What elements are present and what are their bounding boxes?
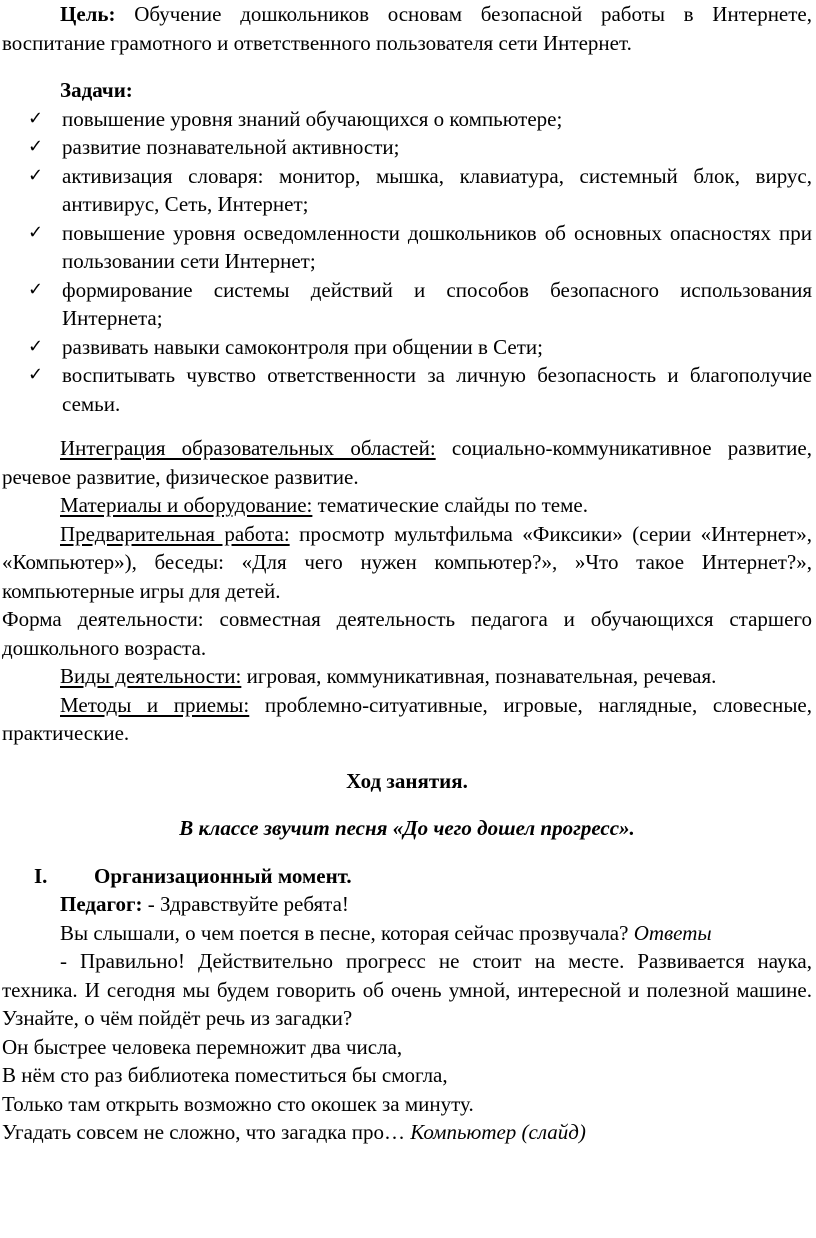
list-item <box>2 162 812 219</box>
checkmark-icon: ✓ <box>28 364 44 385</box>
methods-label: Методы и приемы: <box>60 692 250 717</box>
answers-note: Ответы <box>633 920 712 945</box>
song-line: В классе звучит песня «До чего дошел прогресс». <box>179 816 635 840</box>
activities-paragraph <box>2 662 812 691</box>
section-title: Организационный момент. <box>94 863 352 888</box>
goal-text: Обучение дошкольников основам безопасной работы в Интернете, воспитание грамотного и ответственного пользователя сети Интернет. <box>2 2 812 55</box>
methods-paragraph <box>2 691 812 748</box>
checkmark-icon: ✓ <box>28 164 44 186</box>
integration-text: социально-коммуникативное развитие, речевое развитие, физическое развитие. <box>2 436 812 489</box>
question-text: Вы слышали, о чем поется в песне, которая сейчас прозвучала? <box>60 920 634 945</box>
teacher-label: Педагог: <box>60 892 143 916</box>
greeting-paragraph <box>2 890 812 919</box>
riddle-line: Только там открыть возможно сто окошек за минуту. <box>2 1091 474 1116</box>
checkmark-icon: ✓ <box>28 278 44 300</box>
section-heading <box>2 862 812 891</box>
materials-label: Материалы и оборудование: <box>60 493 313 517</box>
list-item <box>2 276 812 333</box>
list-item <box>2 333 812 362</box>
goal-label: Цель: <box>60 2 116 26</box>
checkmark-icon: ✓ <box>28 136 44 157</box>
task-text: развивать навыки самоконтроля при общении в Сети; <box>62 334 543 359</box>
list-item <box>2 133 812 162</box>
section-number: I. <box>34 863 48 888</box>
checkmark-icon: ✓ <box>28 335 44 357</box>
riddle-last-text: Угадать совсем не сложно, что загадка про… <box>2 1120 411 1144</box>
integration-label: Интеграция образовательных областей: <box>60 436 436 460</box>
tasks-heading: Задачи: <box>60 78 133 102</box>
materials-paragraph <box>2 491 812 520</box>
list-item <box>2 361 812 418</box>
task-text: активизация словаря: монитор, мышка, клавиатура, системный блок, вирус, антивирус, Сеть, Интернет; <box>62 163 812 216</box>
methods-text: проблемно-ситуативные, игровые, наглядные, словесные, практические. <box>2 692 812 745</box>
task-text: воспитывать чувство ответственности за личную безопасность и благополучие семьи. <box>62 363 812 416</box>
task-text: формирование системы действий и способов безопасного использования Интернета; <box>62 277 812 330</box>
lesson-title: Ход занятия. <box>346 768 468 793</box>
materials-text: тематические слайды по теме. <box>312 493 588 517</box>
list-item <box>2 105 812 134</box>
activities-text: игровая, коммуникативная, познавательная, речевая. <box>241 664 717 688</box>
tasks-list <box>2 105 812 419</box>
task-text: развитие познавательной активности; <box>62 135 400 159</box>
goal-paragraph <box>2 0 812 57</box>
integration-paragraph <box>2 434 812 491</box>
checkmark-icon: ✓ <box>28 107 44 129</box>
prework-text: просмотр мультфильма «Фиксики» (серии «Интернет», «Компьютер»), беседы: «Для чего нужен компьютер?», »Что такое Интернет?», компьютерные игры для детей. <box>2 521 812 603</box>
prework-label: Предварительная работа: <box>60 521 290 546</box>
checkmark-icon: ✓ <box>28 221 44 243</box>
document-page <box>2 0 812 1147</box>
activities-label: Виды деятельности: <box>60 664 242 688</box>
task-text: повышение уровня осведомленности дошкольников об основных опасностях при пользовании сети Интернет; <box>62 220 812 273</box>
riddle-answer: Компьютер (слайд) <box>410 1120 586 1144</box>
riddle-line: Он быстрее человека перемножит два числа, <box>2 1034 403 1059</box>
question-paragraph <box>2 919 812 948</box>
riddle-line: В нём сто раз библиотека поместиться бы смогла, <box>2 1063 448 1087</box>
riddle-last-line <box>2 1118 812 1147</box>
form-paragraph: Форма деятельности: совместная деятельность педагога и обучающихся старшего дошкольного возраста. <box>2 607 812 660</box>
prework-paragraph <box>2 520 812 606</box>
task-text: повышение уровня знаний обучающихся о компьютере; <box>62 106 563 131</box>
greeting-text: - Здравствуйте ребята! <box>142 892 349 916</box>
reply-paragraph: - Правильно! Действительно прогресс не стоит на месте. Развивается наука, техника. И сегодня мы будем говорить об очень умной, интересной и полезной машине. Узнайте, о чём пойдёт речь из загадки? <box>2 949 812 1030</box>
list-item <box>2 219 812 276</box>
